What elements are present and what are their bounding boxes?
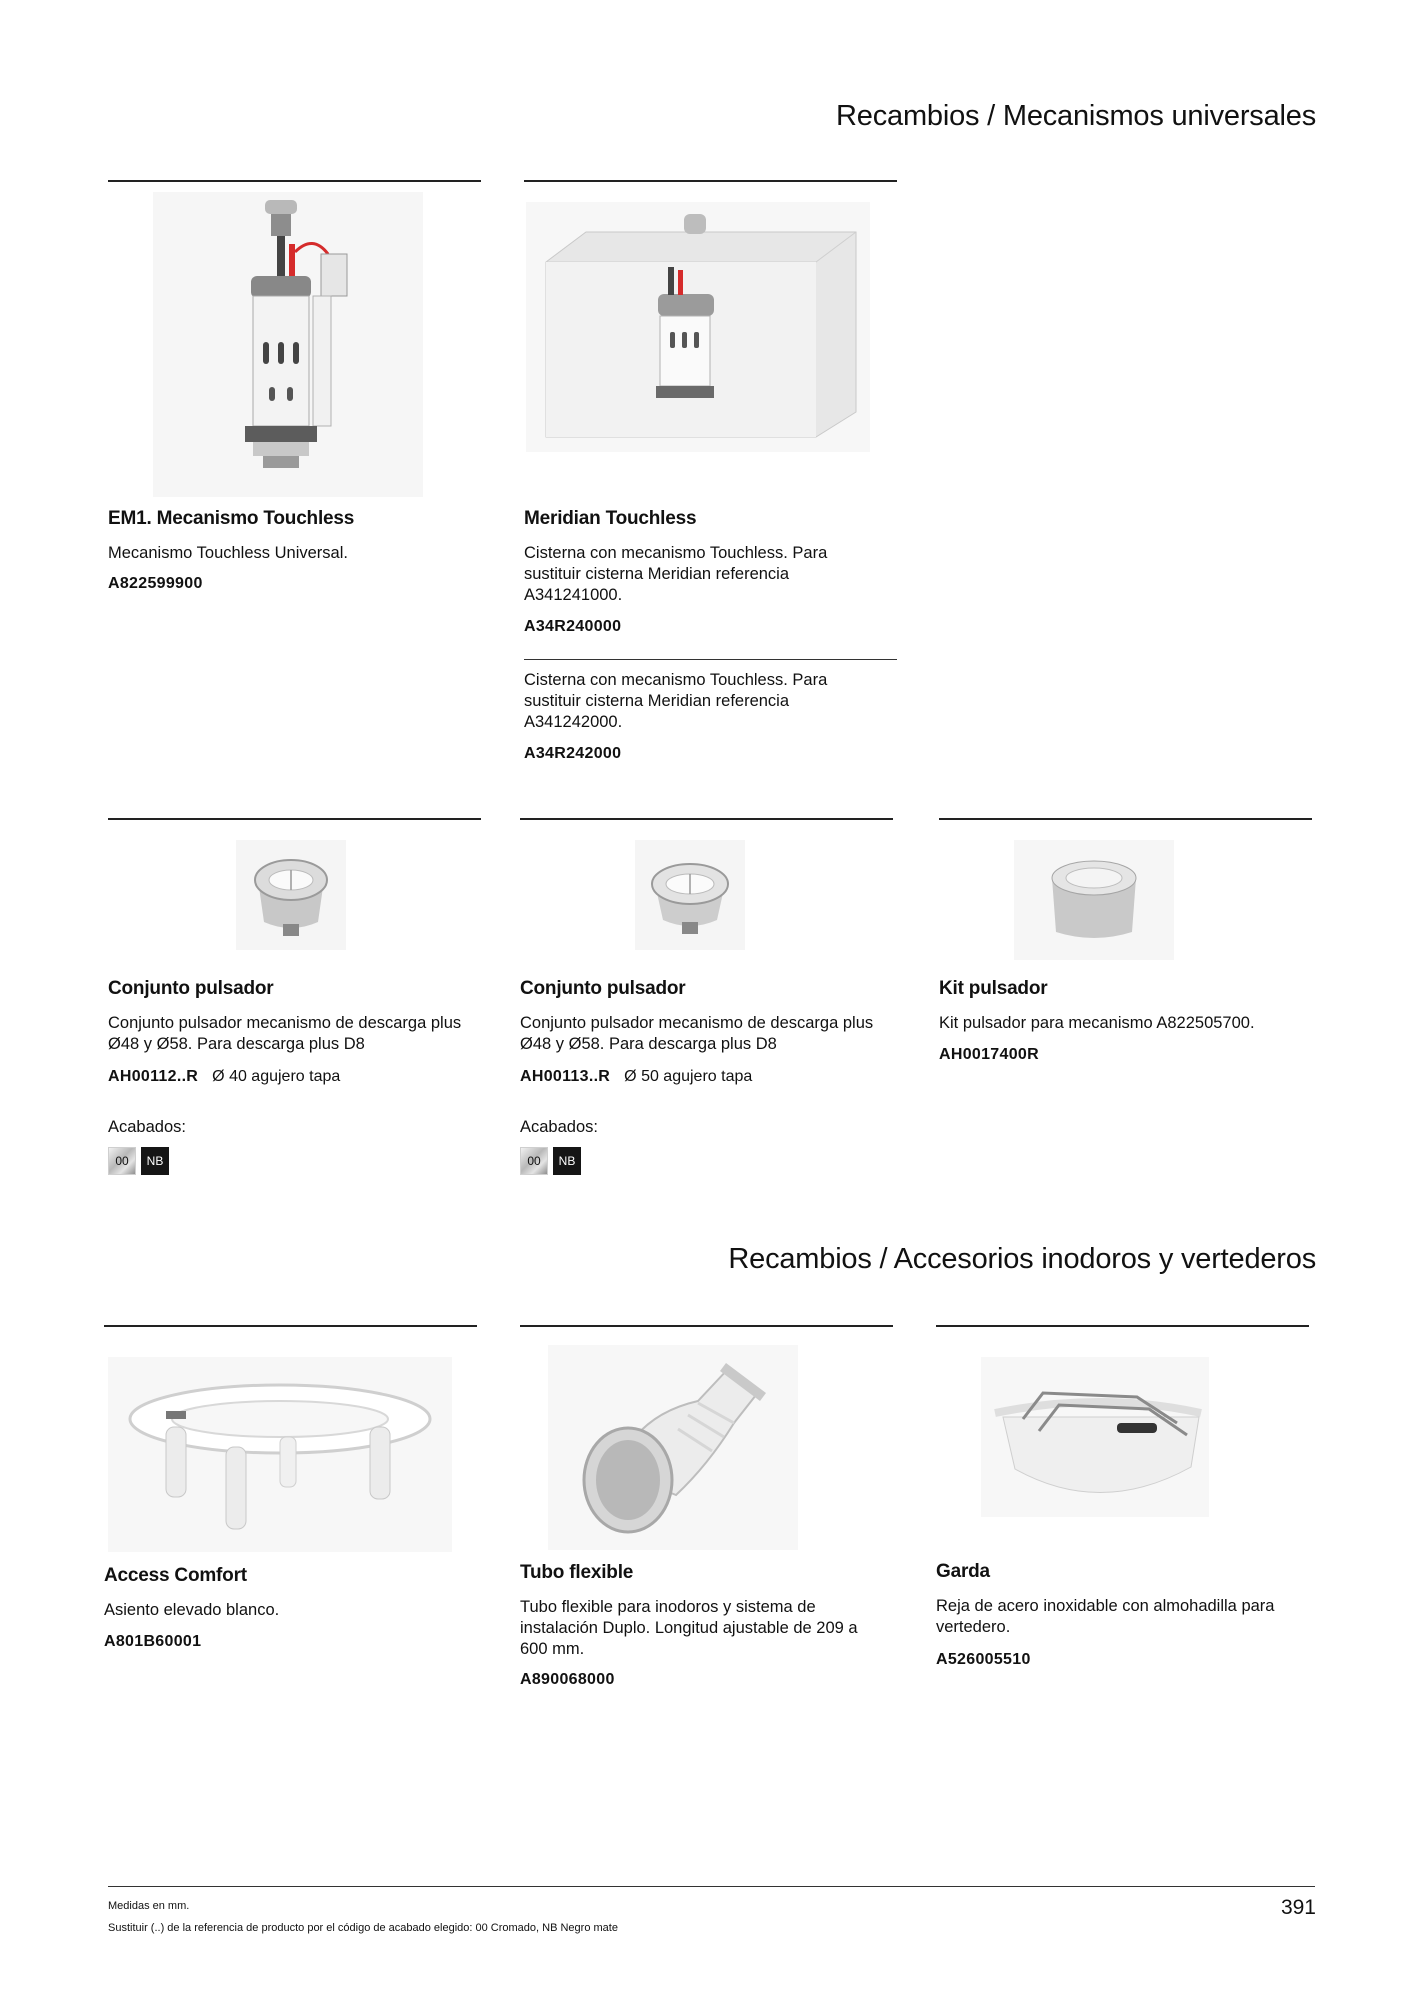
product-name: Kit pulsador	[939, 978, 1048, 999]
flexible-pipe-image	[548, 1345, 798, 1550]
product-name: Conjunto pulsador	[520, 978, 686, 999]
finish-swatches	[108, 1147, 169, 1175]
card-divider	[939, 818, 1312, 820]
card-divider	[524, 180, 897, 182]
finish-chrome-swatch: 00	[520, 1147, 548, 1175]
card-divider	[936, 1325, 1309, 1327]
product-name: Garda	[936, 1561, 990, 1582]
raised-seat-image	[108, 1357, 452, 1552]
finishes-label: Acabados:	[520, 1118, 598, 1136]
finish-chrome-swatch: 00	[108, 1147, 136, 1175]
product-description: Tubo flexible para inodoros y sistema de instalación Duplo. Longitud ajustable de 209 a 600 mm.	[520, 1598, 858, 1658]
product-description: Kit pulsador para mecanismo A822505700.	[939, 1014, 1255, 1032]
finish-black-swatch: NB	[141, 1147, 169, 1175]
product-description: Asiento elevado blanco.	[104, 1601, 280, 1619]
card-divider	[108, 180, 481, 182]
product-card-kit-pulsador	[939, 818, 1312, 1063]
product-reference: AH0017400R	[939, 1046, 1039, 1063]
product-name: Meridian Touchless	[524, 508, 697, 529]
section-title-mecanismos: Recambios / Mecanismos universales	[836, 100, 1316, 132]
sink-grate-image	[981, 1357, 1209, 1517]
product-reference-2: A34R242000	[524, 745, 622, 762]
finish-black-swatch: NB	[553, 1147, 581, 1175]
reference-code: AH00113..R	[520, 1068, 611, 1085]
product-name: EM1. Mecanismo Touchless	[108, 508, 355, 529]
product-description: Reja de acero inoxidable con almohadilla para vertedero.	[936, 1597, 1275, 1636]
product-name: Conjunto pulsador	[108, 978, 274, 999]
product-card-pulsador-40	[108, 818, 481, 1168]
product-description: Mecanismo Touchless Universal.	[108, 544, 348, 562]
push-button-image	[236, 840, 346, 950]
finishes-label: Acabados:	[108, 1118, 186, 1136]
product-name: Access Comfort	[104, 1565, 247, 1586]
card-divider	[520, 818, 893, 820]
product-description: Conjunto pulsador mecanismo de descarga plus Ø48 y Ø58. Para descarga plus D8	[108, 1014, 462, 1053]
card-divider	[104, 1325, 477, 1327]
product-reference: A822599900	[108, 575, 203, 592]
card-divider	[108, 818, 481, 820]
product-reference: A526005510	[936, 1651, 1031, 1668]
product-description-2: Cisterna con mecanismo Touchless. Para sustituir cisterna Meridian referencia A341242000.	[524, 671, 828, 731]
product-description: Conjunto pulsador mecanismo de descarga plus Ø48 y Ø58. Para descarga plus D8	[520, 1014, 874, 1053]
footer-finish-note: Sustituir (..) de la referencia de producto por el código de acabado elegido: 00 Cromado, NB Negro mate	[108, 1922, 618, 1934]
product-reference-1: A34R240000	[524, 618, 622, 635]
hole-note: Ø 50 agujero tapa	[624, 1068, 753, 1085]
product-reference	[108, 1068, 340, 1086]
reference-code: AH00112..R	[108, 1068, 199, 1085]
product-reference	[520, 1068, 752, 1086]
section-title-accesorios: Recambios / Accesorios inodoros y vertederos	[728, 1243, 1316, 1275]
hole-note: Ø 40 agujero tapa	[212, 1068, 341, 1085]
product-card-meridian	[524, 180, 897, 762]
variant-divider	[524, 659, 897, 660]
cistern-image	[526, 202, 870, 452]
flush-valve-image	[153, 192, 423, 497]
page-number: 391	[1280, 1896, 1316, 1919]
finish-swatches	[520, 1147, 581, 1175]
product-card-em1	[108, 180, 481, 592]
product-description-1: Cisterna con mecanismo Touchless. Para sustituir cisterna Meridian referencia A341241000.	[524, 544, 828, 604]
card-divider	[520, 1325, 893, 1327]
product-card-pulsador-50	[520, 818, 893, 1168]
product-card-garda	[936, 1325, 1309, 1668]
product-reference: A890068000	[520, 1671, 615, 1688]
product-name: Tubo flexible	[520, 1562, 634, 1583]
footer-measurement-note: Medidas en mm.	[108, 1900, 190, 1912]
push-button-image	[635, 840, 745, 950]
product-card-tubo-flexible	[520, 1325, 893, 1688]
product-card-access-comfort	[104, 1325, 477, 1650]
footer-divider	[108, 1886, 1315, 1887]
push-button-kit-image	[1014, 840, 1174, 960]
product-reference: A801B60001	[104, 1633, 202, 1650]
